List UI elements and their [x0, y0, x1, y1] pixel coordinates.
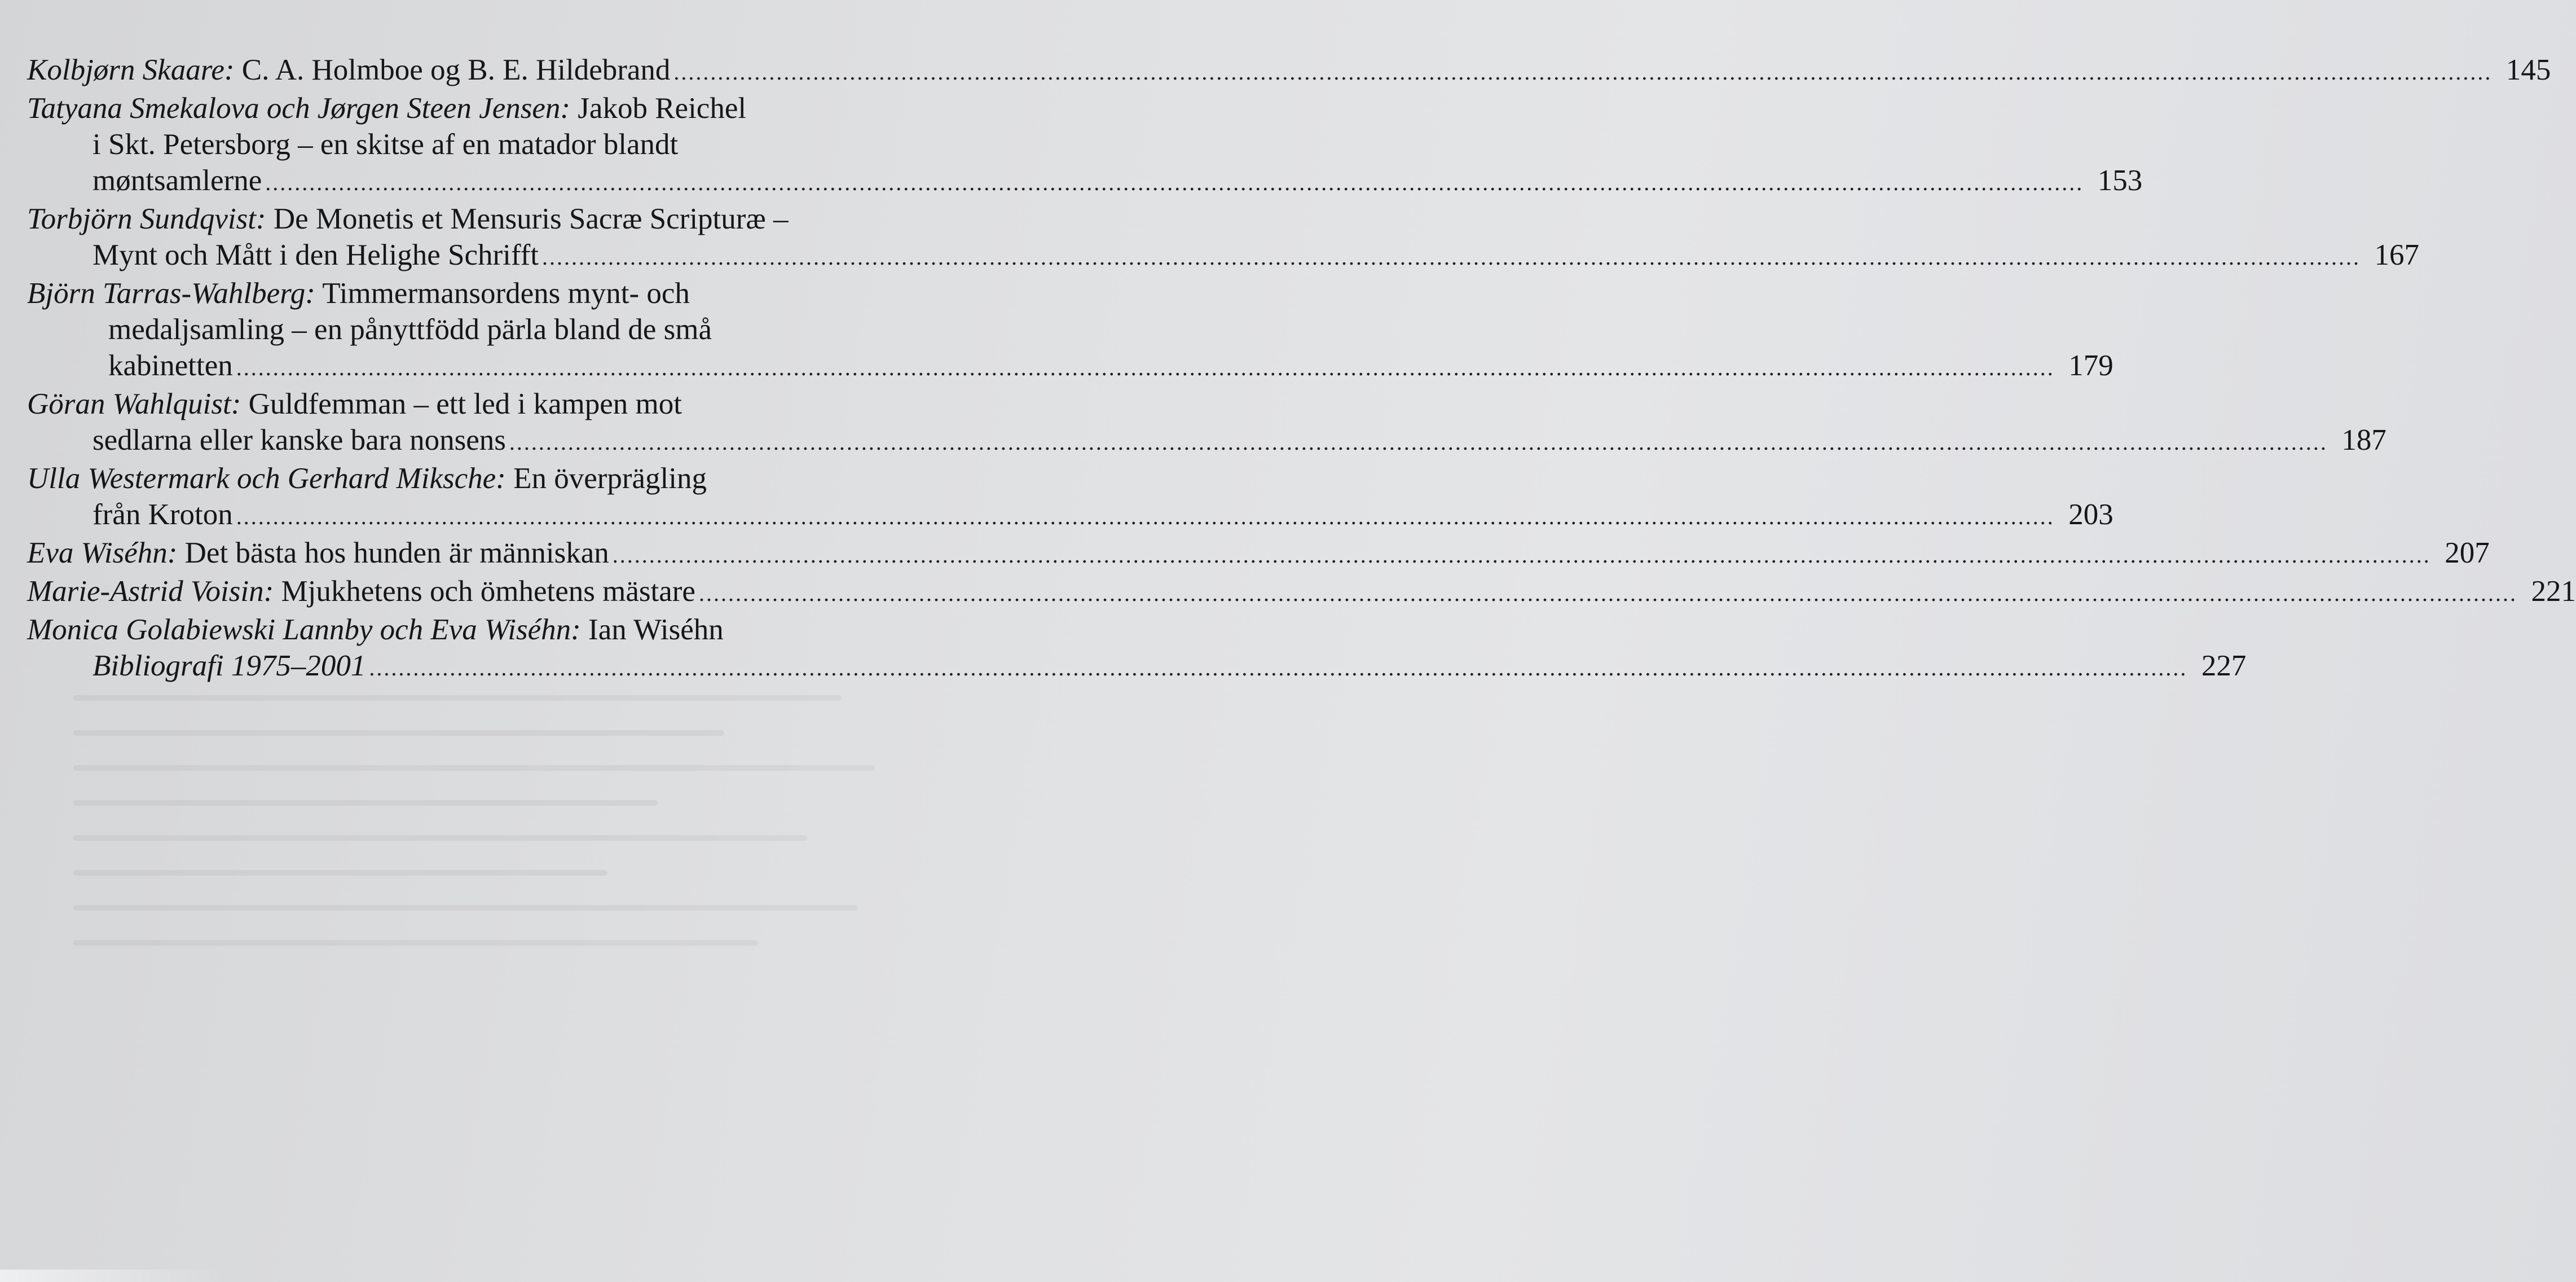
toc-page-number: 227 [2201, 649, 2247, 682]
show-through-texture [73, 666, 908, 1241]
toc-line [27, 422, 2386, 460]
toc-line [27, 573, 2576, 612]
toc-entry [27, 535, 2490, 573]
show-through-line [73, 835, 808, 841]
toc-entry [27, 460, 2113, 535]
toc-title: C. A. Holmboe og B. E. Hildebrand [234, 54, 671, 86]
toc-title: Jakob Reichel [570, 92, 747, 125]
toc-author: Björn Tarras-Wahlberg: [27, 277, 315, 310]
dot-leader [265, 165, 2084, 201]
toc-continuation: i Skt. Petersborg – en skitse af en matador blandt [93, 128, 679, 161]
show-through-line [73, 730, 724, 736]
toc-lead [27, 52, 670, 88]
toc-title-end: møntsamlerne [93, 164, 262, 197]
toc-page-number: 153 [2097, 164, 2143, 197]
toc-line [27, 460, 905, 497]
show-through-line [73, 870, 607, 876]
dot-leader [236, 499, 2055, 535]
dot-leader [699, 576, 2517, 612]
toc-line [27, 90, 905, 126]
toc-author: Kolbjørn Skaare: [27, 54, 235, 86]
toc-page-number: 207 [2445, 537, 2490, 569]
show-through-line [73, 800, 658, 806]
toc-line [27, 497, 2113, 535]
toc-title-end: Mynt och Mått i den Helighe Schrifft [93, 239, 539, 271]
toc-entry [27, 573, 2576, 612]
toc-line [27, 52, 2551, 90]
toc-title: Guldfemman – ett led i kampen mot [241, 388, 682, 420]
toc-entry [27, 386, 2386, 460]
toc-lead [27, 535, 609, 571]
toc-title-end: från Kroton [93, 498, 233, 531]
toc-title-end: Bibliografi 1975–2001 [93, 649, 366, 682]
show-through-line [73, 905, 858, 911]
toc-entry [27, 52, 2551, 90]
toc-author: Monica Golabiewski Lannby och Eva Wiséhn: [27, 613, 581, 646]
toc-line [27, 648, 2247, 686]
dot-leader [673, 54, 2492, 90]
toc-line [27, 237, 2419, 275]
table-of-contents [27, 52, 2576, 686]
toc-author: Tatyana Smekalova och Jørgen Steen Jensen: [27, 92, 571, 125]
show-through-line [73, 765, 875, 771]
show-through-line [73, 695, 842, 701]
toc-author: Torbjörn Sundqvist: [27, 203, 266, 235]
toc-title-end: kabinetten [108, 349, 233, 382]
dot-leader [613, 537, 2431, 573]
dot-leader [369, 650, 2187, 686]
toc-page-number: 179 [2068, 349, 2113, 382]
toc-line [27, 348, 2113, 386]
toc-page-number: 167 [2374, 239, 2419, 271]
toc-line [27, 163, 2143, 201]
toc-entry [27, 612, 2247, 686]
page-edge-shading [0, 1270, 226, 1282]
dot-leader [542, 239, 2361, 275]
dot-leader [236, 350, 2055, 386]
toc-continuation: medaljsamling – en pånyttfödd pärla bland de små [108, 313, 712, 346]
toc-entry [27, 90, 2143, 201]
toc-page-number: 145 [2505, 54, 2551, 86]
toc-entry [27, 201, 2419, 275]
toc-author: Eva Wiséhn: [27, 537, 178, 569]
toc-title: Mjukhetens och ömhetens mästare [274, 575, 695, 608]
toc-title: Ian Wiséhn [580, 613, 724, 646]
toc-title: En överprägling [505, 462, 707, 495]
toc-title-end: sedlarna eller kanske bara nonsens [93, 424, 506, 456]
toc-line [27, 201, 905, 237]
show-through-line [73, 940, 758, 946]
toc-page-number: 203 [2068, 498, 2113, 531]
toc-line [27, 386, 905, 422]
toc-author: Göran Wahlquist: [27, 388, 241, 420]
toc-author: Ulla Westermark och Gerhard Miksche: [27, 462, 506, 495]
toc-line [27, 275, 905, 311]
toc-line [27, 535, 2490, 573]
toc-title: Det bästa hos hunden är människan [177, 537, 609, 569]
toc-lead [27, 573, 695, 609]
toc-author: Marie-Astrid Voisin: [27, 575, 274, 608]
toc-page-number: 187 [2341, 424, 2386, 456]
toc-title: De Monetis et Mensuris Sacræ Scripturæ – [266, 203, 789, 235]
dot-leader [509, 424, 2328, 460]
toc-page-number: 221 [2531, 575, 2576, 608]
toc-title: Timmermansordens mynt- och [315, 277, 690, 310]
toc-line [27, 612, 905, 648]
toc-entry [27, 275, 2113, 386]
